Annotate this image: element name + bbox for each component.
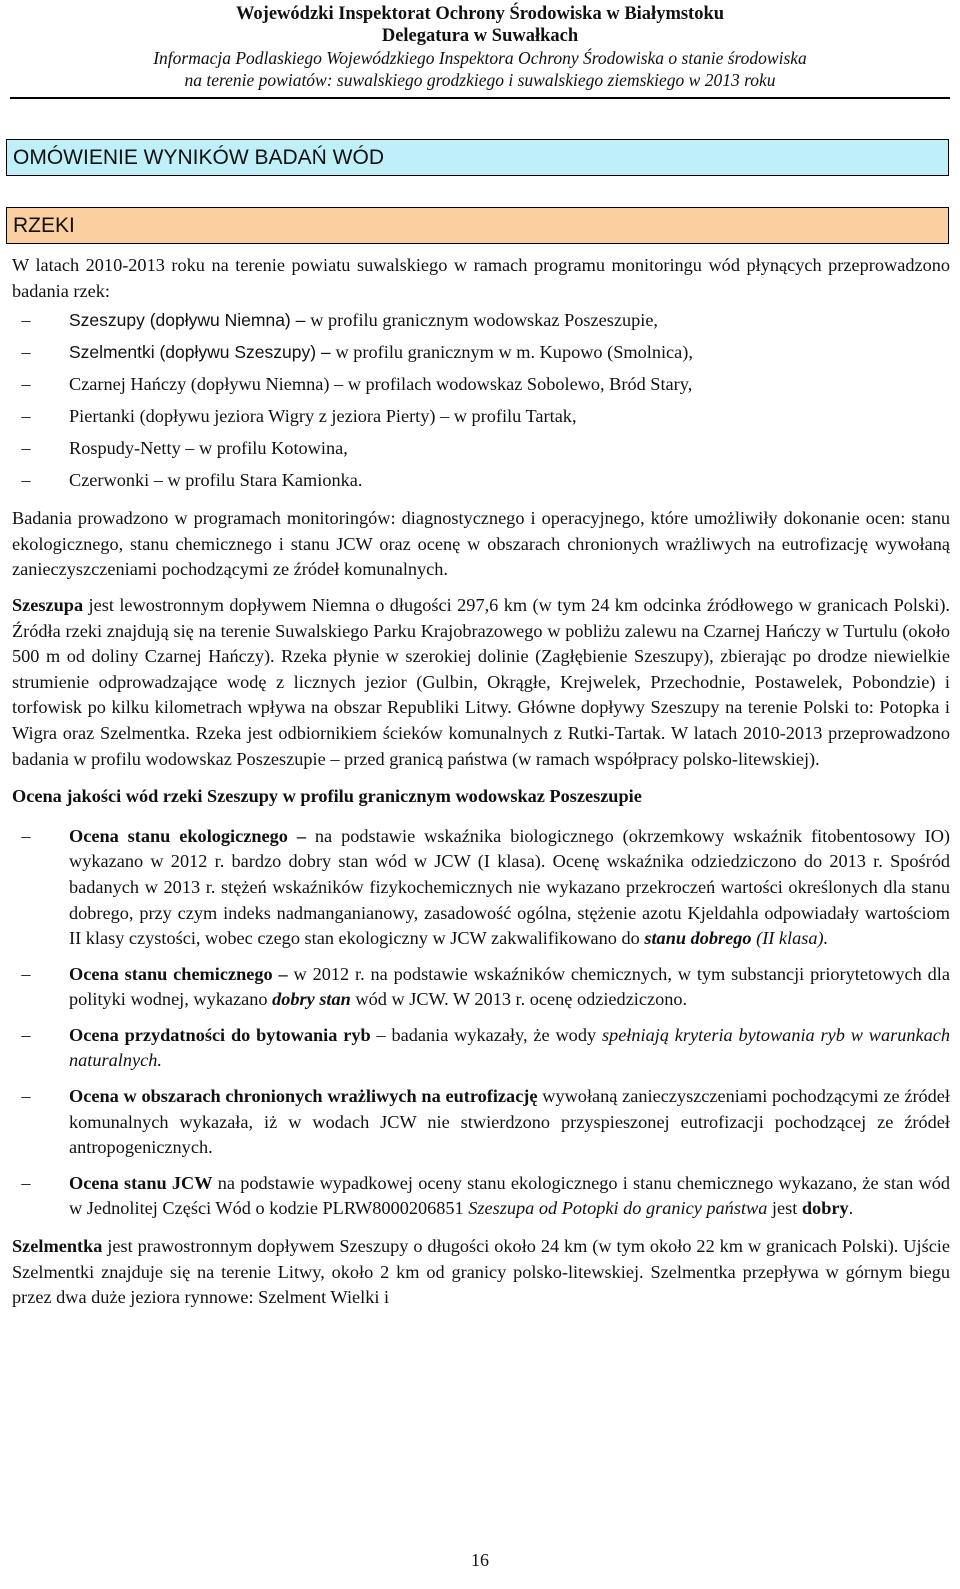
monitoring-paragraph: Badania prowadzono w programach monitoringów: diagnostycznego i operacyjnego, które umożliwiły dokonanie ocen: stanu ekologicznego, stanu chemicznego i stanu JCW oraz ocenę w obszarach chronionych wrażliwych na eutrofizację wywołaną zanieczyszczeniami pochodzącymi ze źródeł komunalnych. [12, 508, 950, 580]
list-item: – Szelmentki (dopływu Szeszupy) – w profilu granicznym w m. Kupowo (Smolnica), [12, 336, 950, 368]
page-header [0, 3, 960, 91]
intro-paragraph: W latach 2010-2013 roku na terenie powiatu suwalskiego w ramach programu monitoringu wód płynących przeprowadzono badania rzek: [12, 255, 950, 301]
szelmentka-paragraph: Szelmentka jest prawostronnym dopływem Szeszupy o długości około 24 km (w tym około 22 km w granicach Polski). Ujście Szelmentki znajduje się na terenie Litwy, około 2 km od granicy polsko-litewskiej. Szelmentka przepływa w górnym biegu przez dwa duże jeziora rynnowe: Szelment Wielki i [12, 1236, 950, 1308]
page-number: 16 [471, 1550, 489, 1570]
szelmentka-name: Szelmentka [12, 1236, 103, 1257]
header-branch: Delegatura w Suwałkach [381, 26, 579, 46]
section-title: OMÓWIENIE WYNIKÓW BADAŃ WÓD [13, 145, 384, 169]
section-title-box [6, 139, 949, 176]
list-item: – Czarnej Hańczy (dopływu Niemna) – w profilach wodowskaz Sobolewo, Bród Stary, [12, 368, 950, 400]
header-report-scope: na terenie powiatów: suwalskiego grodzkiego i suwalskiego ziemskiego w 2013 roku [184, 70, 776, 90]
list-item: – Ocena w obszarach chronionych wrażliwych na eutrofizację wywołaną zanieczyszczeniami pochodzącymi ze źródeł komunalnych wykazała, iż w wodach JCW nie stwierdzono przyspieszonej eutrofizacji pochodzącej ze źródeł antropogenicznych. [12, 1084, 950, 1161]
subsection-title-box [6, 207, 949, 244]
header-institution: Wojewódzki Inspektorat Ochrony Środowiska w Białymstoku [235, 4, 725, 24]
list-item: – Czerwonki – w profilu Stara Kamionka. [12, 464, 950, 496]
list-item: – Rospudy-Netty – w profilu Kotowina, [12, 432, 950, 464]
header-report-title: Informacja Podlaskiego Wojewódzkiego Inspektora Ochrony Środowiska o stanie środowiska [153, 48, 807, 68]
list-item: – Piertanki (dopływu jeziora Wigry z jeziora Pierty) – w profilu Tartak, [12, 400, 950, 432]
list-item: – Ocena przydatności do bytowania ryb – badania wykazały, że wody spełniają kryteria bytowania ryb w warunkach naturalnych. [12, 1023, 950, 1074]
subsection-title: RZEKI [13, 213, 75, 237]
list-item: – Ocena stanu JCW na podstawie wypadkowej oceny stanu ekologicznego i stanu chemicznego wykazano, że stan wód w Jednolitej Części Wód o kodzie PLRW8000206851 Szeszupa od Potopki do granicy państwa jest dobry. [12, 1171, 950, 1222]
assessment-list [12, 824, 950, 1222]
list-item: – Ocena stanu ekologicznego – na podstawie wskaźnika biologicznego (okrzemkowy wskaźnik fitobentosowy IO) wykazano w 2012 r. bardzo dobry stan wód w JCW (I klasa). Ocenę wskaźnika odziedziczono do 2013 r. Spośród badanych w 2013 r. stężeń wskaźników fizykochemicznych nie wykazano przekroczeń wartości określonych dla stanu dobrego, przy czym indeks nadmanganianowy, zasadowość ogólna, stężenie azotu Kjeldahla odpowiadały wartościom II klasy czystości, wobec czego stan ekologiczny w JCW zakwalifikowano do stanu dobrego (II klasa). [12, 824, 950, 952]
szeszupa-name: Szeszupa [12, 594, 84, 615]
list-item: – Ocena stanu chemicznego – w 2012 r. na podstawie wskaźników chemicznych, w tym substancji priorytetowych dla polityki wodnej, wykazano dobry stan wód w JCW. W 2013 r. ocenę odziedziczono. [12, 962, 950, 1013]
szeszupa-paragraph: Szeszupa jest lewostronnym dopływem Niemna o długości 297,6 km (w tym 24 km odcinka źródłowego w granicach Polski). Źródła rzeki znajdują się na terenie Suwalskiego Parku Krajobrazowego w pobliżu zalewu na Czarnej Hańczy w Turtulu (około 500 m od doliny Czarnej Hańczy). Rzeka płynie w szerokiej dolinie (Zagłębienie Szeszupy), zbierając po drodze niewielkie strumienie odprowadzające wodę z licznych jezior (Gulbin, Okrągłe, Krejwelek, Przechodnie, Postawelek, Pobondzie) i torfowisk po kilku kilometrach wpływa na obszar Republiki Litwy. Główne dopływy Szeszupy na terenie Polski to: Potopka i Wigra oraz Szelmentka. Rzeka jest odbiornikiem ścieków komunalnych z Rutki-Tartak. W latach 2010-2013 przeprowadzono badania w profilu wodowskaz Poszeszupie – przed granicą państwa (w ramach współpracy polsko-litewskiej). [12, 594, 950, 769]
assessment-heading: Ocena jakości wód rzeki Szeszupy w profilu granicznym wodowskaz Poszeszupie [12, 786, 642, 807]
main-content [12, 253, 950, 1311]
header-divider [10, 97, 950, 99]
list-item: – Szeszupy (dopływu Niemna) – w profilu granicznym wodowskaz Poszeszupie, [12, 304, 950, 336]
rivers-list [12, 304, 950, 496]
